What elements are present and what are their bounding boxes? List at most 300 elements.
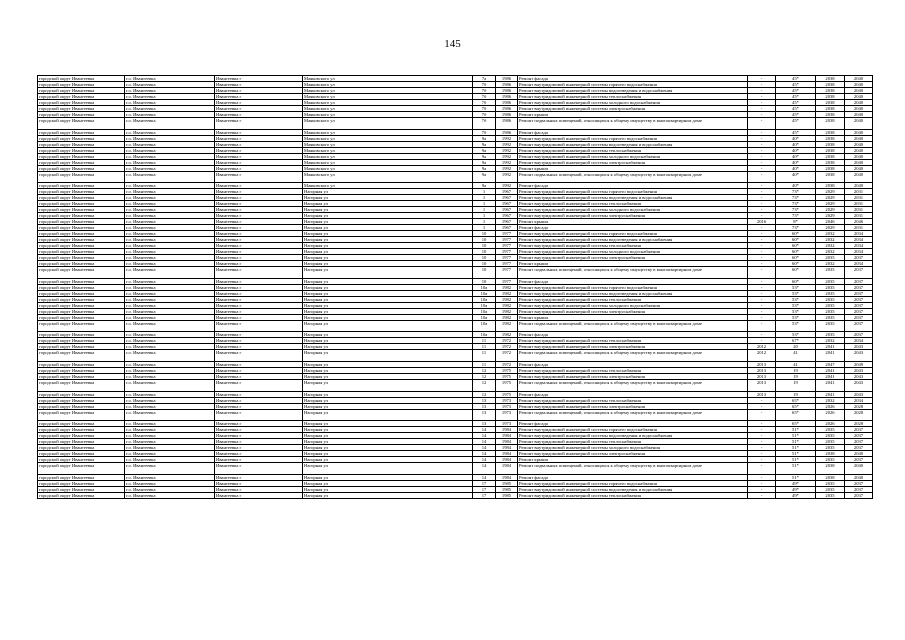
end-year-cell: 2037 <box>845 296 873 302</box>
end-year-cell: 2037 <box>845 308 873 314</box>
street-cell: Маяковского ул <box>303 147 473 153</box>
city-cell: Ивантеевка г <box>215 350 303 362</box>
city-cell: Ивантеевка г <box>215 237 303 243</box>
street-cell: Нагорная ул <box>303 213 473 219</box>
work-type-cell: Ремонт внутридомовой инженерной системы водоотведения и водоснабжения <box>518 237 748 243</box>
district-cell: городской округ Ивантеевка <box>38 129 125 135</box>
street-cell: Нагорная ул <box>303 237 473 243</box>
district-cell: городской округ Ивантеевка <box>38 147 125 153</box>
end-year-cell: 2034 <box>845 243 873 249</box>
street-cell: Нагорная ул <box>303 267 473 279</box>
end-year-cell: 2037 <box>845 267 873 279</box>
build-year-cell: 1982 <box>496 290 518 296</box>
start-year-cell: 2029 <box>816 207 845 213</box>
end-year-cell: 2037 <box>845 433 873 439</box>
work-type-cell: Ремонт внутридомовой инженерной системы электроснабжения <box>518 451 748 457</box>
district-cell: городской округ Ивантеевка <box>38 141 125 147</box>
wear-cell: 67* <box>776 338 816 344</box>
district-cell: городской округ Ивантеевка <box>38 302 125 308</box>
wear-cell: 45* <box>776 94 816 100</box>
start-year-cell: 2035 <box>816 320 845 332</box>
street-cell: Нагорная ул <box>303 391 473 397</box>
street-cell: Нагорная ул <box>303 463 473 475</box>
last-repair-year-cell: - <box>748 201 776 207</box>
end-year-cell: 2037 <box>845 278 873 284</box>
district-cell: городской округ Ивантеевка <box>38 183 125 189</box>
build-year-cell: 1967 <box>496 225 518 231</box>
end-year-cell: 2028 <box>845 421 873 427</box>
wear-cell: 40* <box>776 171 816 183</box>
build-year-cell: 1984 <box>496 445 518 451</box>
end-year-cell: 2037 <box>845 302 873 308</box>
work-type-cell: Ремонт внутридомовой инженерной системы водоотведения и водоснабжения <box>518 486 748 492</box>
house-number-cell: 11 <box>473 344 496 350</box>
start-year-cell: 2029 <box>816 189 845 195</box>
municipality-cell: г.о. Ивантеевка <box>125 278 215 284</box>
last-repair-year-cell: 2012 <box>748 344 776 350</box>
district-cell: городской округ Ивантеевка <box>38 409 125 421</box>
city-cell: Ивантеевка г <box>215 379 303 391</box>
end-year-cell: 2037 <box>845 480 873 486</box>
table-row <box>38 171 873 183</box>
street-cell: Нагорная ул <box>303 427 473 433</box>
work-type-cell: Ремонт внутридомовой инженерной системы холодного водоснабжения <box>518 249 748 255</box>
last-repair-year-cell: - <box>748 106 776 112</box>
district-cell: городской округ Ивантеевка <box>38 112 125 118</box>
street-cell: Нагорная ул <box>303 189 473 195</box>
work-type-cell: Ремонт внутридомовой инженерной системы холодного водоснабжения <box>518 100 748 106</box>
last-repair-year-cell: - <box>748 278 776 284</box>
end-year-cell: 2049 <box>845 361 873 367</box>
city-cell: Ивантеевка г <box>215 308 303 314</box>
wear-cell: 45* <box>776 88 816 94</box>
street-cell: Нагорная ул <box>303 308 473 314</box>
house-number-cell: 7б <box>473 88 496 94</box>
house-number-cell: 14 <box>473 427 496 433</box>
table-row <box>38 350 873 362</box>
city-cell: Ивантеевка г <box>215 397 303 403</box>
start-year-cell: 2035 <box>816 445 845 451</box>
end-year-cell: 2037 <box>845 427 873 433</box>
work-type-cell: Ремонт крыши <box>518 165 748 171</box>
city-cell: Ивантеевка г <box>215 159 303 165</box>
wear-cell: 45* <box>776 76 816 82</box>
work-type-cell: Ремонт внутридомовой инженерной системы горячего водоснабжения <box>518 135 748 141</box>
district-cell: городской округ Ивантеевка <box>38 463 125 475</box>
house-number-cell: 9а <box>473 153 496 159</box>
district-cell: городской округ Ивантеевка <box>38 379 125 391</box>
municipality-cell: г.о. Ивантеевка <box>125 492 215 498</box>
municipality-cell: г.о. Ивантеевка <box>125 231 215 237</box>
work-type-cell: Ремонт внутридомовой инженерной системы горячего водоснабжения <box>518 427 748 433</box>
district-cell: городской округ Ивантеевка <box>38 492 125 498</box>
municipality-cell: г.о. Ивантеевка <box>125 94 215 100</box>
wear-cell: 51* <box>776 427 816 433</box>
end-year-cell: 2040 <box>845 88 873 94</box>
wear-cell: 60* <box>776 267 816 279</box>
last-repair-year-cell: - <box>748 82 776 88</box>
street-cell: Маяковского ул <box>303 165 473 171</box>
municipality-cell: г.о. Ивантеевка <box>125 332 215 338</box>
build-year-cell: 1986 <box>496 76 518 82</box>
work-type-cell: Ремонт внутридомовой инженерной системы горячего водоснабжения <box>518 480 748 486</box>
street-cell: Нагорная ул <box>303 201 473 207</box>
district-cell: городской округ Ивантеевка <box>38 290 125 296</box>
district-cell: городской округ Ивантеевка <box>38 82 125 88</box>
house-number-cell: 7б <box>473 94 496 100</box>
street-cell: Нагорная ул <box>303 457 473 463</box>
city-cell: Ивантеевка г <box>215 141 303 147</box>
street-cell: Маяковского ул <box>303 106 473 112</box>
build-year-cell: 1973 <box>496 421 518 427</box>
house-number-cell: 12 <box>473 391 496 397</box>
house-number-cell: 14 <box>473 474 496 480</box>
city-cell: Ивантеевка г <box>215 361 303 367</box>
end-year-cell: 2028 <box>845 403 873 409</box>
street-cell: Маяковского ул <box>303 94 473 100</box>
build-year-cell: 1986 <box>496 118 518 130</box>
end-year-cell: 2037 <box>845 457 873 463</box>
build-year-cell: 1984 <box>496 433 518 439</box>
end-year-cell: 2040 <box>845 171 873 183</box>
street-cell: Нагорная ул <box>303 302 473 308</box>
district-cell: городской округ Ивантеевка <box>38 231 125 237</box>
house-number-cell: 11 <box>473 350 496 362</box>
end-year-cell: 2037 <box>845 486 873 492</box>
municipality-cell: г.о. Ивантеевка <box>125 361 215 367</box>
city-cell: Ивантеевка г <box>215 267 303 279</box>
house-number-cell: 17 <box>473 480 496 486</box>
wear-cell: 53* <box>776 290 816 296</box>
work-type-cell: Ремонт внутридомовой инженерной системы холодного водоснабжения <box>518 445 748 451</box>
build-year-cell: 1977 <box>496 255 518 261</box>
work-type-cell: Ремонт внутридомовой инженерной системы электроснабжения <box>518 344 748 350</box>
last-repair-year-cell: - <box>748 296 776 302</box>
start-year-cell: 2038 <box>816 129 845 135</box>
municipality-cell: г.о. Ивантеевка <box>125 207 215 213</box>
street-cell: Нагорная ул <box>303 219 473 225</box>
house-number-cell: 13 <box>473 409 496 421</box>
work-type-cell: Ремонт внутридомовой инженерной системы электроснабжения <box>518 106 748 112</box>
last-repair-year-cell: - <box>748 94 776 100</box>
start-year-cell: 2032 <box>816 231 845 237</box>
build-year-cell: 1986 <box>496 100 518 106</box>
city-cell: Ивантеевка г <box>215 480 303 486</box>
municipality-cell: г.о. Ивантеевка <box>125 225 215 231</box>
house-number-cell: 14 <box>473 445 496 451</box>
work-type-cell: Ремонт крыши <box>518 219 748 225</box>
wear-cell: 73* <box>776 225 816 231</box>
municipality-cell: г.о. Ивантеевка <box>125 433 215 439</box>
district-cell: городской округ Ивантеевка <box>38 106 125 112</box>
table-row <box>38 463 873 475</box>
district-cell: городской округ Ивантеевка <box>38 225 125 231</box>
house-number-cell: 10 <box>473 243 496 249</box>
district-cell: городской округ Ивантеевка <box>38 361 125 367</box>
end-year-cell: 2034 <box>845 237 873 243</box>
house-number-cell: 9а <box>473 141 496 147</box>
wear-cell: 51* <box>776 445 816 451</box>
house-number-cell: 1 <box>473 201 496 207</box>
last-repair-year-cell: - <box>748 231 776 237</box>
last-repair-year-cell: - <box>748 427 776 433</box>
municipality-cell: г.о. Ивантеевка <box>125 427 215 433</box>
build-year-cell: 1977 <box>496 237 518 243</box>
street-cell: Маяковского ул <box>303 141 473 147</box>
start-year-cell: 2032 <box>816 261 845 267</box>
build-year-cell: 1992 <box>496 165 518 171</box>
house-number-cell: 13 <box>473 403 496 409</box>
house-number-cell: 10а <box>473 320 496 332</box>
city-cell: Ивантеевка г <box>215 474 303 480</box>
work-type-cell: Ремонт внутридомовой инженерной системы горячего водоснабжения <box>518 189 748 195</box>
end-year-cell: 2043 <box>845 373 873 379</box>
municipality-cell: г.о. Ивантеевка <box>125 100 215 106</box>
build-year-cell: 1975 <box>496 379 518 391</box>
municipality-cell: г.о. Ивантеевка <box>125 463 215 475</box>
work-type-cell: Ремонт внутридомовой инженерной системы электроснабжения <box>518 159 748 165</box>
district-cell: городской округ Ивантеевка <box>38 373 125 379</box>
last-repair-year-cell: 2013 <box>748 373 776 379</box>
work-type-cell: Ремонт внутридомовой инженерной системы водоотведения и водоснабжения <box>518 141 748 147</box>
build-year-cell: 1992 <box>496 141 518 147</box>
street-cell: Нагорная ул <box>303 278 473 284</box>
end-year-cell: 2037 <box>845 492 873 498</box>
municipality-cell: г.о. Ивантеевка <box>125 129 215 135</box>
last-repair-year-cell: - <box>748 129 776 135</box>
street-cell: Нагорная ул <box>303 350 473 362</box>
build-year-cell: 1985 <box>496 492 518 498</box>
end-year-cell: 2034 <box>845 231 873 237</box>
municipality-cell: г.о. Ивантеевка <box>125 308 215 314</box>
end-year-cell: 2040 <box>845 183 873 189</box>
wear-cell: 53* <box>776 314 816 320</box>
work-type-cell: Ремонт фасада <box>518 225 748 231</box>
end-year-cell: 2031 <box>845 195 873 201</box>
city-cell: Ивантеевка г <box>215 255 303 261</box>
start-year-cell: 2035 <box>816 480 845 486</box>
district-cell: городской округ Ивантеевка <box>38 195 125 201</box>
house-number-cell: 10а <box>473 284 496 290</box>
wear-cell: 40* <box>776 153 816 159</box>
start-year-cell: 2038 <box>816 82 845 88</box>
district-cell: городской округ Ивантеевка <box>38 201 125 207</box>
house-number-cell: 10а <box>473 302 496 308</box>
wear-cell: 49* <box>776 480 816 486</box>
start-year-cell: 2038 <box>816 474 845 480</box>
table-row <box>38 118 873 130</box>
end-year-cell: 2040 <box>845 165 873 171</box>
last-repair-year-cell: - <box>748 320 776 332</box>
wear-cell: 53* <box>776 284 816 290</box>
district-cell: городской округ Ивантеевка <box>38 451 125 457</box>
last-repair-year-cell: - <box>748 308 776 314</box>
last-repair-year-cell: - <box>748 153 776 159</box>
end-year-cell: 2037 <box>845 284 873 290</box>
municipality-cell: г.о. Ивантеевка <box>125 338 215 344</box>
start-year-cell: 2038 <box>816 463 845 475</box>
end-year-cell: 2040 <box>845 82 873 88</box>
district-cell: городской округ Ивантеевка <box>38 320 125 332</box>
wear-cell: 49* <box>776 486 816 492</box>
end-year-cell: 2040 <box>845 106 873 112</box>
end-year-cell: 2034 <box>845 338 873 344</box>
district-cell: городской округ Ивантеевка <box>38 403 125 409</box>
build-year-cell: 1985 <box>496 486 518 492</box>
street-cell: Маяковского ул <box>303 76 473 82</box>
end-year-cell: 2040 <box>845 159 873 165</box>
build-year-cell: 1972 <box>496 361 518 367</box>
house-number-cell: 9а <box>473 165 496 171</box>
wear-cell: 60* <box>776 237 816 243</box>
end-year-cell: 2040 <box>845 147 873 153</box>
work-type-cell: Ремонт внутридомовой инженерной системы теплоснабжения <box>518 439 748 445</box>
last-repair-year-cell: - <box>748 165 776 171</box>
start-year-cell: 2035 <box>816 486 845 492</box>
street-cell: Нагорная ул <box>303 409 473 421</box>
street-cell: Нагорная ул <box>303 492 473 498</box>
city-cell: Ивантеевка г <box>215 320 303 332</box>
house-number-cell: 14 <box>473 457 496 463</box>
work-type-cell: Ремонт фасада <box>518 391 748 397</box>
last-repair-year-cell: - <box>748 100 776 106</box>
build-year-cell: 1985 <box>496 480 518 486</box>
work-type-cell: Ремонт фасада <box>518 129 748 135</box>
city-cell: Ивантеевка г <box>215 492 303 498</box>
build-year-cell: 1977 <box>496 278 518 284</box>
end-year-cell: 2034 <box>845 261 873 267</box>
city-cell: Ивантеевка г <box>215 106 303 112</box>
start-year-cell: 2041 <box>816 367 845 373</box>
work-type-cell: Ремонт фасада <box>518 332 748 338</box>
last-repair-year-cell: - <box>748 409 776 421</box>
municipality-cell: г.о. Ивантеевка <box>125 486 215 492</box>
work-type-cell: Ремонт внутридомовой инженерной системы теплоснабжения <box>518 367 748 373</box>
district-cell: городской округ Ивантеевка <box>38 332 125 338</box>
start-year-cell: 2038 <box>816 118 845 130</box>
wear-cell: 40* <box>776 159 816 165</box>
city-cell: Ивантеевка г <box>215 409 303 421</box>
work-type-cell: Ремонт внутридомовой инженерной системы электроснабжения <box>518 308 748 314</box>
municipality-cell: г.о. Ивантеевка <box>125 439 215 445</box>
start-year-cell: 2035 <box>816 308 845 314</box>
build-year-cell: 1984 <box>496 427 518 433</box>
last-repair-year-cell: - <box>748 421 776 427</box>
house-number-cell: 10а <box>473 314 496 320</box>
district-cell: городской округ Ивантеевка <box>38 213 125 219</box>
house-number-cell: 7б <box>473 118 496 130</box>
district-cell: городской округ Ивантеевка <box>38 397 125 403</box>
municipality-cell: г.о. Ивантеевка <box>125 243 215 249</box>
wear-cell: 40* <box>776 147 816 153</box>
start-year-cell: 2038 <box>816 94 845 100</box>
wear-cell: 60* <box>776 261 816 267</box>
house-number-cell: 9а <box>473 183 496 189</box>
municipality-cell: г.о. Ивантеевка <box>125 403 215 409</box>
build-year-cell: 1982 <box>496 308 518 314</box>
city-cell: Ивантеевка г <box>215 88 303 94</box>
municipality-cell: г.о. Ивантеевка <box>125 147 215 153</box>
district-cell: городской округ Ивантеевка <box>38 165 125 171</box>
start-year-cell: 2046 <box>816 219 845 225</box>
house-number-cell: 7б <box>473 82 496 88</box>
house-number-cell: 10 <box>473 249 496 255</box>
municipality-cell: г.о. Ивантеевка <box>125 88 215 94</box>
district-cell: городской округ Ивантеевка <box>38 135 125 141</box>
street-cell: Нагорная ул <box>303 296 473 302</box>
district-cell: городской округ Ивантеевка <box>38 255 125 261</box>
municipality-cell: г.о. Ивантеевка <box>125 141 215 147</box>
district-cell: городской округ Ивантеевка <box>38 480 125 486</box>
build-year-cell: 1967 <box>496 189 518 195</box>
street-cell: Нагорная ул <box>303 284 473 290</box>
start-year-cell: 2032 <box>816 237 845 243</box>
district-cell: городской округ Ивантеевка <box>38 100 125 106</box>
wear-cell: 51* <box>776 433 816 439</box>
city-cell: Ивантеевка г <box>215 344 303 350</box>
district-cell: городской округ Ивантеевка <box>38 427 125 433</box>
build-year-cell: 1977 <box>496 231 518 237</box>
capital-repair-table <box>37 75 873 499</box>
start-year-cell: 2038 <box>816 106 845 112</box>
work-type-cell: Ремонт внутридомовой инженерной системы теплоснабжения <box>518 201 748 207</box>
start-year-cell: 2041 <box>816 391 845 397</box>
work-type-cell: Ремонт внутридомовой инженерной системы водоотведения и водоснабжения <box>518 195 748 201</box>
district-cell: городской округ Ивантеевка <box>38 338 125 344</box>
end-year-cell: 2043 <box>845 367 873 373</box>
last-repair-year-cell: - <box>748 302 776 308</box>
wear-cell: 40* <box>776 183 816 189</box>
house-number-cell: 9а <box>473 159 496 165</box>
build-year-cell: 1986 <box>496 129 518 135</box>
end-year-cell: 2040 <box>845 76 873 82</box>
last-repair-year-cell: - <box>748 267 776 279</box>
street-cell: Нагорная ул <box>303 320 473 332</box>
last-repair-year-cell: - <box>748 261 776 267</box>
end-year-cell: 2028 <box>845 409 873 421</box>
last-repair-year-cell: - <box>748 213 776 219</box>
build-year-cell: 1977 <box>496 261 518 267</box>
end-year-cell: 2043 <box>845 391 873 397</box>
city-cell: Ивантеевка г <box>215 284 303 290</box>
municipality-cell: г.о. Ивантеевка <box>125 153 215 159</box>
district-cell: городской округ Ивантеевка <box>38 278 125 284</box>
start-year-cell: 2035 <box>816 290 845 296</box>
municipality-cell: г.о. Ивантеевка <box>125 183 215 189</box>
municipality-cell: г.о. Ивантеевка <box>125 302 215 308</box>
build-year-cell: 1992 <box>496 171 518 183</box>
build-year-cell: 1982 <box>496 284 518 290</box>
start-year-cell: 2038 <box>816 112 845 118</box>
last-repair-year-cell: - <box>748 159 776 165</box>
start-year-cell: 2038 <box>816 141 845 147</box>
build-year-cell: 1967 <box>496 207 518 213</box>
street-cell: Нагорная ул <box>303 255 473 261</box>
street-cell: Нагорная ул <box>303 480 473 486</box>
work-type-cell: Ремонт крыши <box>518 261 748 267</box>
wear-cell: 8* <box>776 219 816 225</box>
build-year-cell: 1986 <box>496 94 518 100</box>
municipality-cell: г.о. Ивантеевка <box>125 284 215 290</box>
last-repair-year-cell: - <box>748 474 776 480</box>
house-number-cell: 14 <box>473 451 496 457</box>
house-number-cell: 14 <box>473 463 496 475</box>
start-year-cell: 2035 <box>816 332 845 338</box>
city-cell: Ивантеевка г <box>215 427 303 433</box>
start-year-cell: 2038 <box>816 88 845 94</box>
start-year-cell: 2035 <box>816 255 845 261</box>
work-type-cell: Ремонт внутридомовой инженерной системы теплоснабжения <box>518 492 748 498</box>
